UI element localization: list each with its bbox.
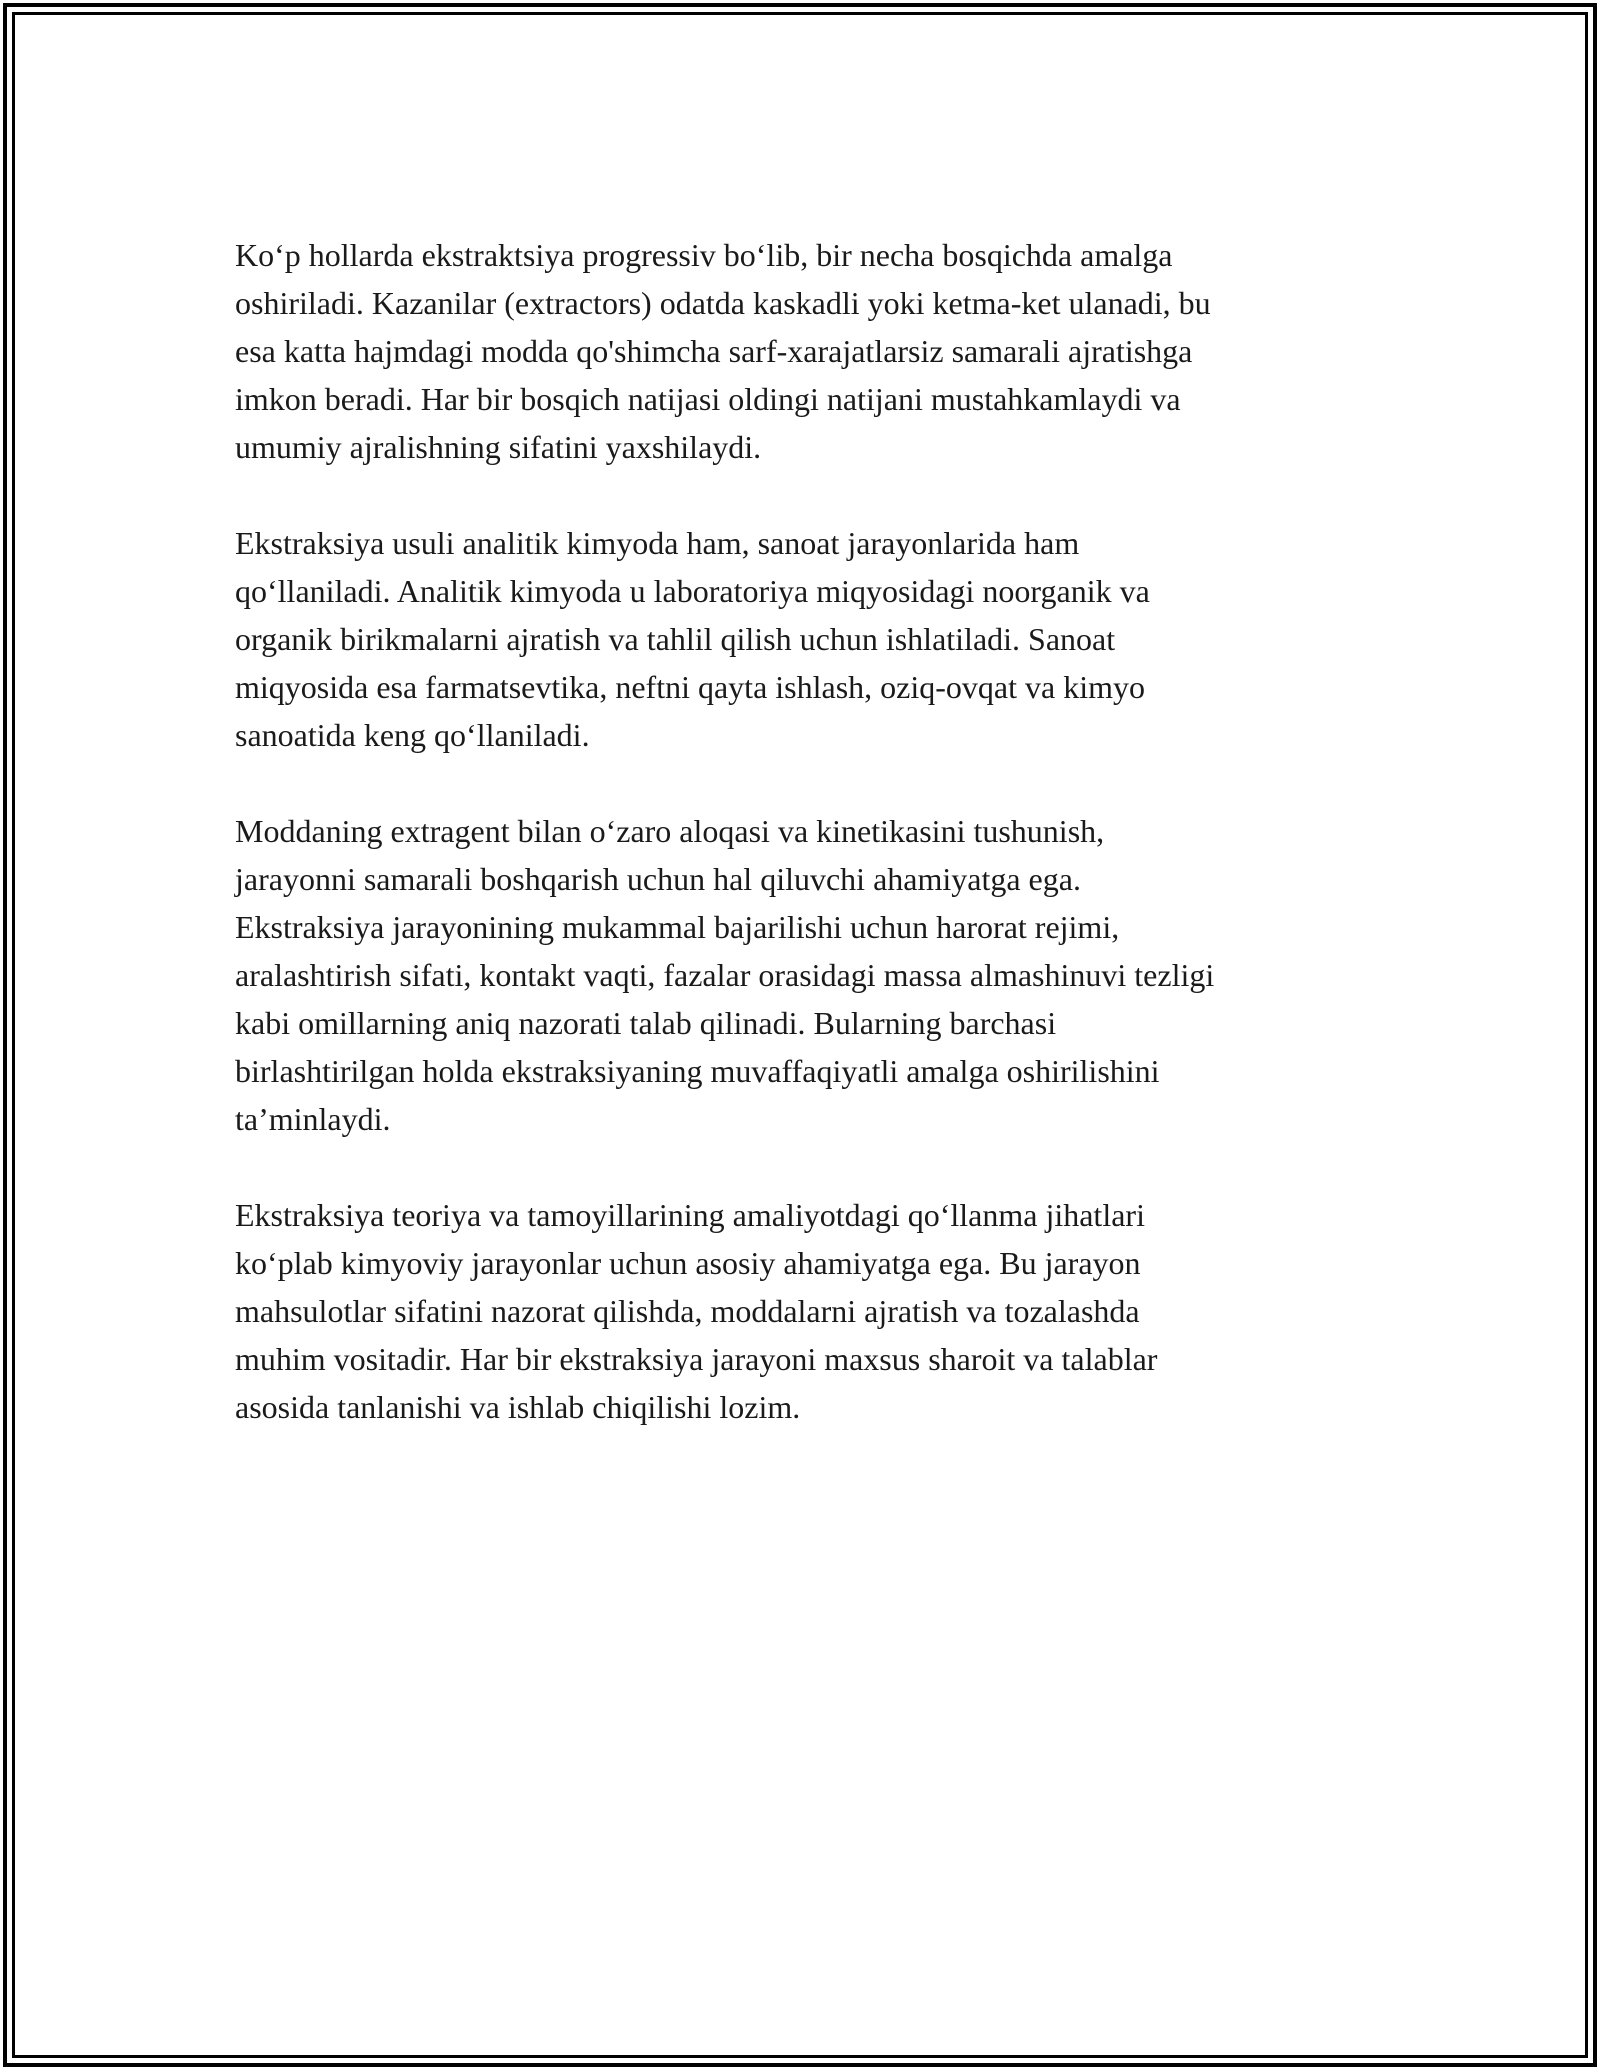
text-line: Ko‘p hollarda ekstraktsiya progressiv bo‘lib, bir necha bosqichda amalga — [235, 237, 1173, 273]
paragraph-extraction-applications — [235, 519, 1375, 759]
text-line: Ekstraksiya teoriya va tamoyillarining amaliyotdagi qo‘llanma jihatlari — [235, 1197, 1145, 1233]
text-line: ko‘plab kimyoviy jarayonlar uchun asosiy ahamiyatga ega. Bu jarayon — [235, 1245, 1141, 1281]
text-line: kabi omillarning aniq nazorati talab qilinadi. Bularning barchasi — [235, 1005, 1057, 1041]
text-line: muhim vositadir. Har bir ekstraksiya jarayoni maxsus sharoit va talablar — [235, 1341, 1158, 1377]
text-line: asosida tanlanishi va ishlab chiqilishi lozim. — [235, 1389, 801, 1425]
text-line: organik birikmalarni ajratish va tahlil qilish uchun ishlatiladi. Sanoat — [235, 621, 1116, 657]
text-line: Ekstraksiya usuli analitik kimyoda ham, sanoat jarayonlarida ham — [235, 525, 1080, 561]
text-line: oshiriladi. Kazanilar (extractors) odatda kaskadli yoki ketma-ket ulanadi, bu — [235, 285, 1211, 321]
text-line: Moddaning extragent bilan o‘zaro aloqasi va kinetikasini tushunish, — [235, 813, 1105, 849]
text-line: birlashtirilgan holda ekstraksiyaning muvaffaqiyatli amalga oshirilishini — [235, 1053, 1160, 1089]
text-line: ta’minlaydi. — [235, 1101, 391, 1137]
text-line: imkon beradi. Har bir bosqich natijasi oldingi natijani mustahkamlaydi va — [235, 381, 1181, 417]
text-line: qo‘llaniladi. Analitik kimyoda u laboratoriya miqyosidagi noorganik va — [235, 573, 1150, 609]
text-line: mahsulotlar sifatini nazorat qilishda, moddalarni ajratish va tozalashda — [235, 1293, 1140, 1329]
paragraph-practical-significance — [235, 1191, 1375, 1431]
document-body — [235, 231, 1375, 1479]
paragraph-process-control — [235, 807, 1375, 1143]
text-line: jarayonni samarali boshqarish uchun hal qiluvchi ahamiyatga ega. — [235, 861, 1081, 897]
text-line: miqyosida esa farmatsevtika, neftni qayta ishlash, oziq-ovqat va kimyo — [235, 669, 1145, 705]
text-line: Ekstraksiya jarayonining mukammal bajarilishi uchun harorat rejimi, — [235, 909, 1120, 945]
text-line: esa katta hajmdagi modda qo'shimcha sarf-xarajatlarsiz samarali ajratishga — [235, 333, 1193, 369]
text-line: umumiy ajralishning sifatini yaxshilaydi. — [235, 429, 762, 465]
text-line: aralashtirish sifati, kontakt vaqti, fazalar orasidagi massa almashinuvi tezligi — [235, 957, 1215, 993]
paragraph-extraction-stages — [235, 231, 1375, 471]
text-line: sanoatida keng qo‘llaniladi. — [235, 717, 590, 753]
